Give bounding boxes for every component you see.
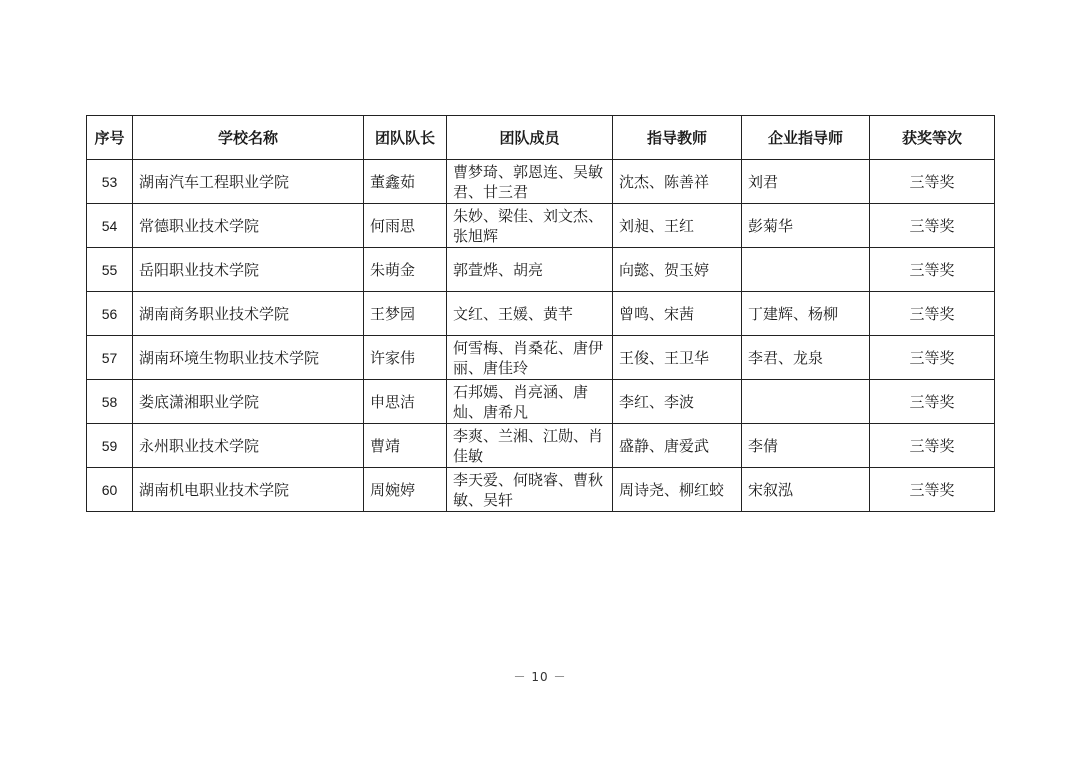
- table-row: [87, 292, 995, 336]
- cell-enterprise-advisor: 刘君: [742, 160, 870, 204]
- cell-school-name: 岳阳职业技术学院: [133, 248, 364, 292]
- table-row: [87, 248, 995, 292]
- cell-team-leader: 曹靖: [364, 424, 447, 468]
- cell-advisors: 李红、李波: [613, 380, 742, 424]
- header-advisors: 指导教师: [613, 116, 742, 160]
- cell-team-leader: 董鑫茹: [364, 160, 447, 204]
- table-row: [87, 204, 995, 248]
- cell-advisors: 周诗尧、柳红蛟: [613, 468, 742, 512]
- cell-enterprise-advisor: 彭菊华: [742, 204, 870, 248]
- cell-team-leader: 王梦园: [364, 292, 447, 336]
- table-row: [87, 424, 995, 468]
- awards-table: [86, 115, 995, 512]
- header-enterprise-advisor: 企业指导师: [742, 116, 870, 160]
- cell-team-leader: 周婉婷: [364, 468, 447, 512]
- cell-advisors: 刘昶、王红: [613, 204, 742, 248]
- cell-award-level: 三等奖: [870, 160, 995, 204]
- cell-team-leader: 许家伟: [364, 336, 447, 380]
- cell-serial-number: 56: [87, 292, 133, 336]
- cell-team-members: 李爽、兰湘、江勋、肖佳敏: [447, 424, 613, 468]
- cell-serial-number: 55: [87, 248, 133, 292]
- cell-serial-number: 59: [87, 424, 133, 468]
- cell-serial-number: 58: [87, 380, 133, 424]
- cell-advisors: 向懿、贺玉婷: [613, 248, 742, 292]
- cell-enterprise-advisor: [742, 248, 870, 292]
- cell-award-level: 三等奖: [870, 204, 995, 248]
- cell-school-name: 湖南机电职业技术学院: [133, 468, 364, 512]
- header-team-members: 团队成员: [447, 116, 613, 160]
- cell-team-leader: 何雨思: [364, 204, 447, 248]
- cell-advisors: 曾鸣、宋茜: [613, 292, 742, 336]
- cell-advisors: 王俊、王卫华: [613, 336, 742, 380]
- cell-award-level: 三等奖: [870, 336, 995, 380]
- header-school-name: 学校名称: [133, 116, 364, 160]
- cell-school-name: 湖南环境生物职业技术学院: [133, 336, 364, 380]
- cell-advisors: 盛静、唐爱武: [613, 424, 742, 468]
- cell-team-members: 石邦嫣、肖亮涵、唐灿、唐希凡: [447, 380, 613, 424]
- cell-school-name: 永州职业技术学院: [133, 424, 364, 468]
- cell-school-name: 湖南商务职业技术学院: [133, 292, 364, 336]
- cell-school-name: 娄底潇湘职业学院: [133, 380, 364, 424]
- table-row: [87, 336, 995, 380]
- cell-serial-number: 60: [87, 468, 133, 512]
- table-row: [87, 468, 995, 512]
- table-row: [87, 380, 995, 424]
- cell-serial-number: 54: [87, 204, 133, 248]
- cell-team-members: 郭萱烨、胡亮: [447, 248, 613, 292]
- table-header-row: [87, 116, 995, 160]
- cell-serial-number: 57: [87, 336, 133, 380]
- cell-advisors: 沈杰、陈善祥: [613, 160, 742, 204]
- cell-school-name: 湖南汽车工程职业学院: [133, 160, 364, 204]
- cell-team-members: 朱妙、梁佳、刘文杰、张旭辉: [447, 204, 613, 248]
- cell-school-name: 常德职业技术学院: [133, 204, 364, 248]
- cell-award-level: 三等奖: [870, 380, 995, 424]
- cell-enterprise-advisor: 李君、龙泉: [742, 336, 870, 380]
- cell-enterprise-advisor: 李倩: [742, 424, 870, 468]
- cell-award-level: 三等奖: [870, 292, 995, 336]
- header-serial-number: 序号: [87, 116, 133, 160]
- cell-enterprise-advisor: [742, 380, 870, 424]
- cell-team-leader: 朱萌金: [364, 248, 447, 292]
- header-award-level: 获奖等次: [870, 116, 995, 160]
- cell-enterprise-advisor: 宋叙泓: [742, 468, 870, 512]
- cell-team-members: 文红、王媛、黄芊: [447, 292, 613, 336]
- cell-team-members: 何雪梅、肖桑花、唐伊丽、唐佳玲: [447, 336, 613, 380]
- cell-award-level: 三等奖: [870, 424, 995, 468]
- cell-award-level: 三等奖: [870, 468, 995, 512]
- cell-serial-number: 53: [87, 160, 133, 204]
- header-team-leader: 团队队长: [364, 116, 447, 160]
- cell-team-members: 曹梦琦、郭恩连、吴敏君、甘三君: [447, 160, 613, 204]
- cell-award-level: 三等奖: [870, 248, 995, 292]
- cell-enterprise-advisor: 丁建辉、杨柳: [742, 292, 870, 336]
- cell-team-members: 李天爱、何晓睿、曹秋敏、吴轩: [447, 468, 613, 512]
- page-number: － 10 －: [513, 670, 567, 684]
- table-row: [87, 160, 995, 204]
- cell-team-leader: 申思洁: [364, 380, 447, 424]
